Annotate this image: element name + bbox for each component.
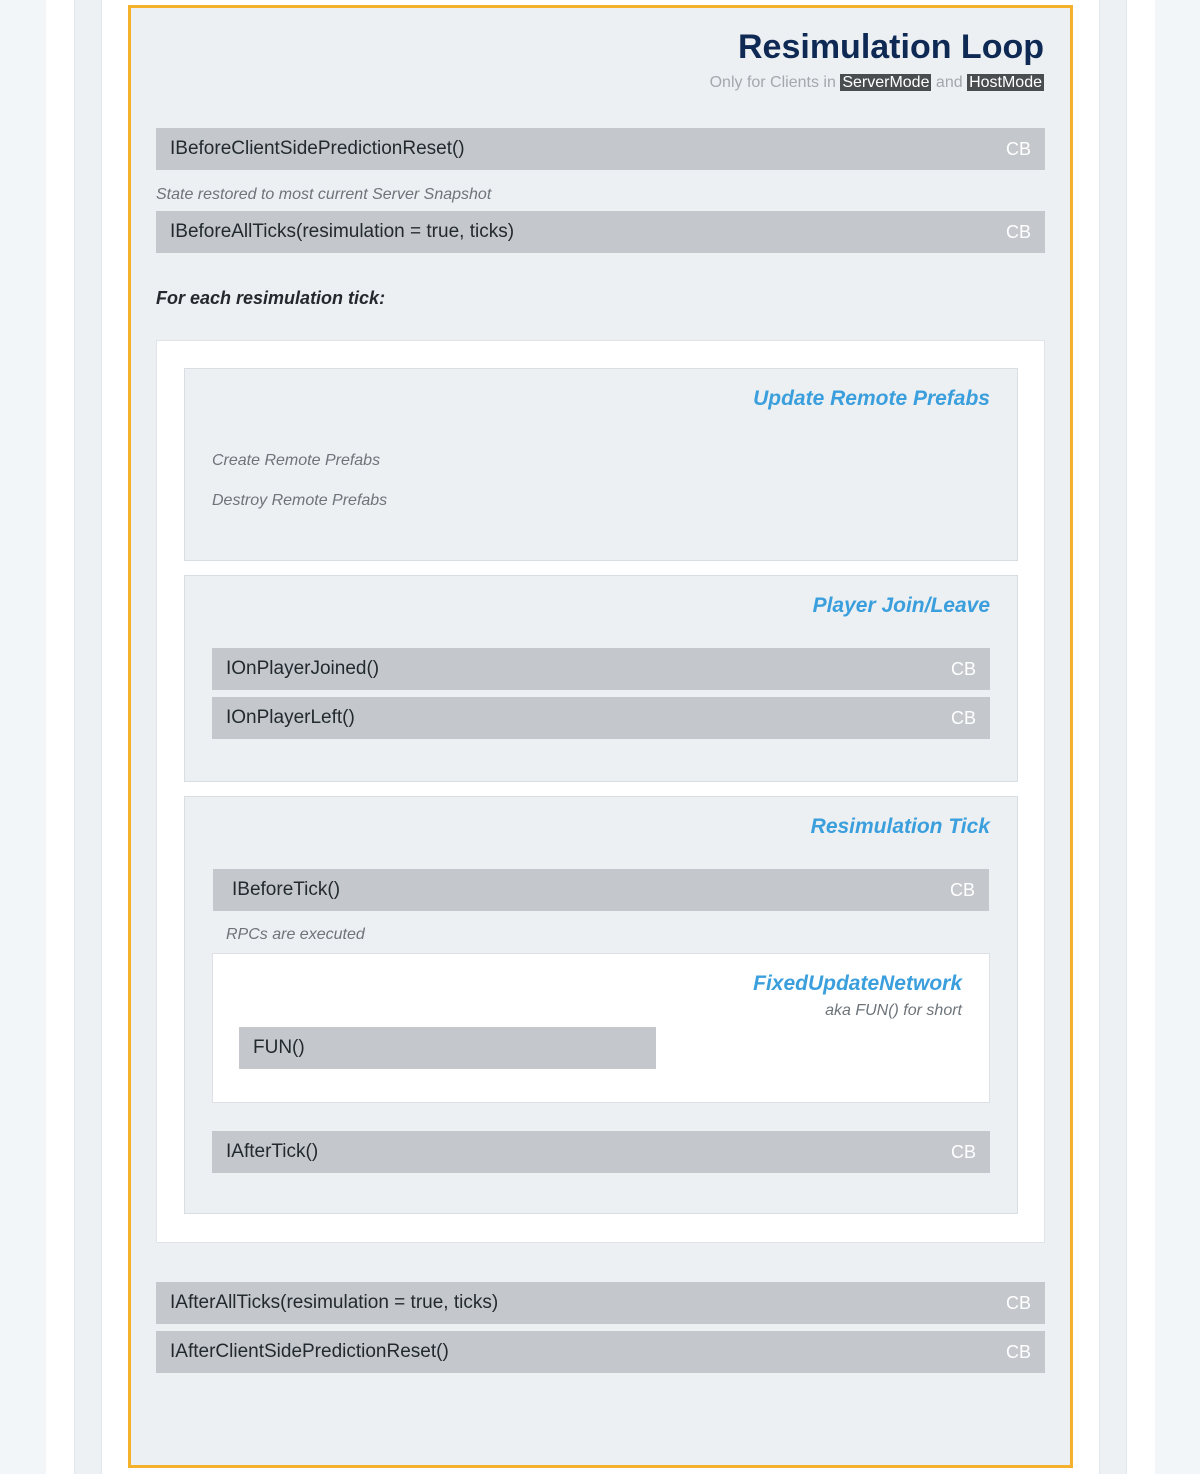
cb-badge: CB bbox=[1005, 1341, 1031, 1362]
after-tick-label: IAfterTick() bbox=[226, 1141, 319, 1162]
player-join-leave-panel bbox=[184, 575, 1018, 782]
update-remote-prefabs-title: Update Remote Prefabs bbox=[753, 387, 990, 410]
page-title: Resimulation Loop bbox=[738, 28, 1044, 66]
fixed-update-network-subtitle: aka FUN() for short bbox=[825, 1002, 962, 1019]
state-restored-note: State restored to most current Server Snapshot bbox=[156, 186, 492, 203]
fixed-update-network-title: FixedUpdateNetwork bbox=[753, 972, 962, 995]
player-join-leave-title: Player Join/Leave bbox=[812, 594, 990, 617]
after-all-ticks-bar bbox=[156, 1282, 1045, 1324]
tick-loop-box bbox=[156, 340, 1045, 1243]
after-csp-reset-label: IAfterClientSidePredictionReset() bbox=[170, 1341, 449, 1362]
before-all-ticks-bar bbox=[156, 211, 1045, 253]
subtitle-prefix: Only for Clients in bbox=[709, 74, 836, 91]
rpcs-executed-note: RPCs are executed bbox=[226, 926, 365, 943]
host-mode-tag: HostMode bbox=[969, 74, 1042, 91]
before-csp-reset-label: IBeforeClientSidePredictionReset() bbox=[170, 138, 465, 159]
before-tick-bar bbox=[213, 869, 989, 911]
cb-badge: CB bbox=[950, 707, 976, 728]
destroy-remote-prefabs-note: Destroy Remote Prefabs bbox=[212, 492, 388, 509]
player-left-label: IOnPlayerLeft() bbox=[226, 707, 355, 728]
fun-call-bar bbox=[239, 1027, 656, 1069]
after-csp-reset-bar bbox=[156, 1331, 1045, 1373]
before-tick-label: IBeforeTick() bbox=[232, 879, 341, 900]
cb-badge: CB bbox=[1005, 1292, 1031, 1313]
resimulation-loop-panel bbox=[128, 5, 1073, 1468]
subtitle-and: and bbox=[935, 74, 963, 91]
player-joined-bar bbox=[212, 648, 990, 690]
cb-badge: CB bbox=[1005, 221, 1031, 242]
player-left-bar bbox=[212, 697, 990, 739]
cb-badge: CB bbox=[949, 879, 975, 900]
resimulation-tick-title: Resimulation Tick bbox=[810, 815, 990, 838]
for-each-heading: For each resimulation tick: bbox=[156, 288, 386, 308]
after-tick-bar bbox=[212, 1131, 990, 1173]
resimulation-tick-panel bbox=[184, 796, 1018, 1214]
fixed-update-network-box bbox=[212, 953, 990, 1103]
player-joined-label: IOnPlayerJoined() bbox=[226, 658, 380, 679]
cb-badge: CB bbox=[950, 658, 976, 679]
after-all-ticks-label: IAfterAllTicks(resimulation = true, ticks) bbox=[170, 1292, 499, 1313]
server-mode-tag: ServerMode bbox=[842, 74, 930, 91]
before-csp-reset-bar bbox=[156, 128, 1045, 170]
create-remote-prefabs-note: Create Remote Prefabs bbox=[212, 452, 381, 469]
fun-call-label: FUN() bbox=[253, 1037, 305, 1058]
cb-badge: CB bbox=[950, 1141, 976, 1162]
cb-badge: CB bbox=[1005, 138, 1031, 159]
page-subtitle bbox=[710, 74, 1044, 92]
update-remote-prefabs-panel bbox=[184, 368, 1018, 561]
before-all-ticks-label: IBeforeAllTicks(resimulation = true, ticks) bbox=[170, 221, 515, 242]
